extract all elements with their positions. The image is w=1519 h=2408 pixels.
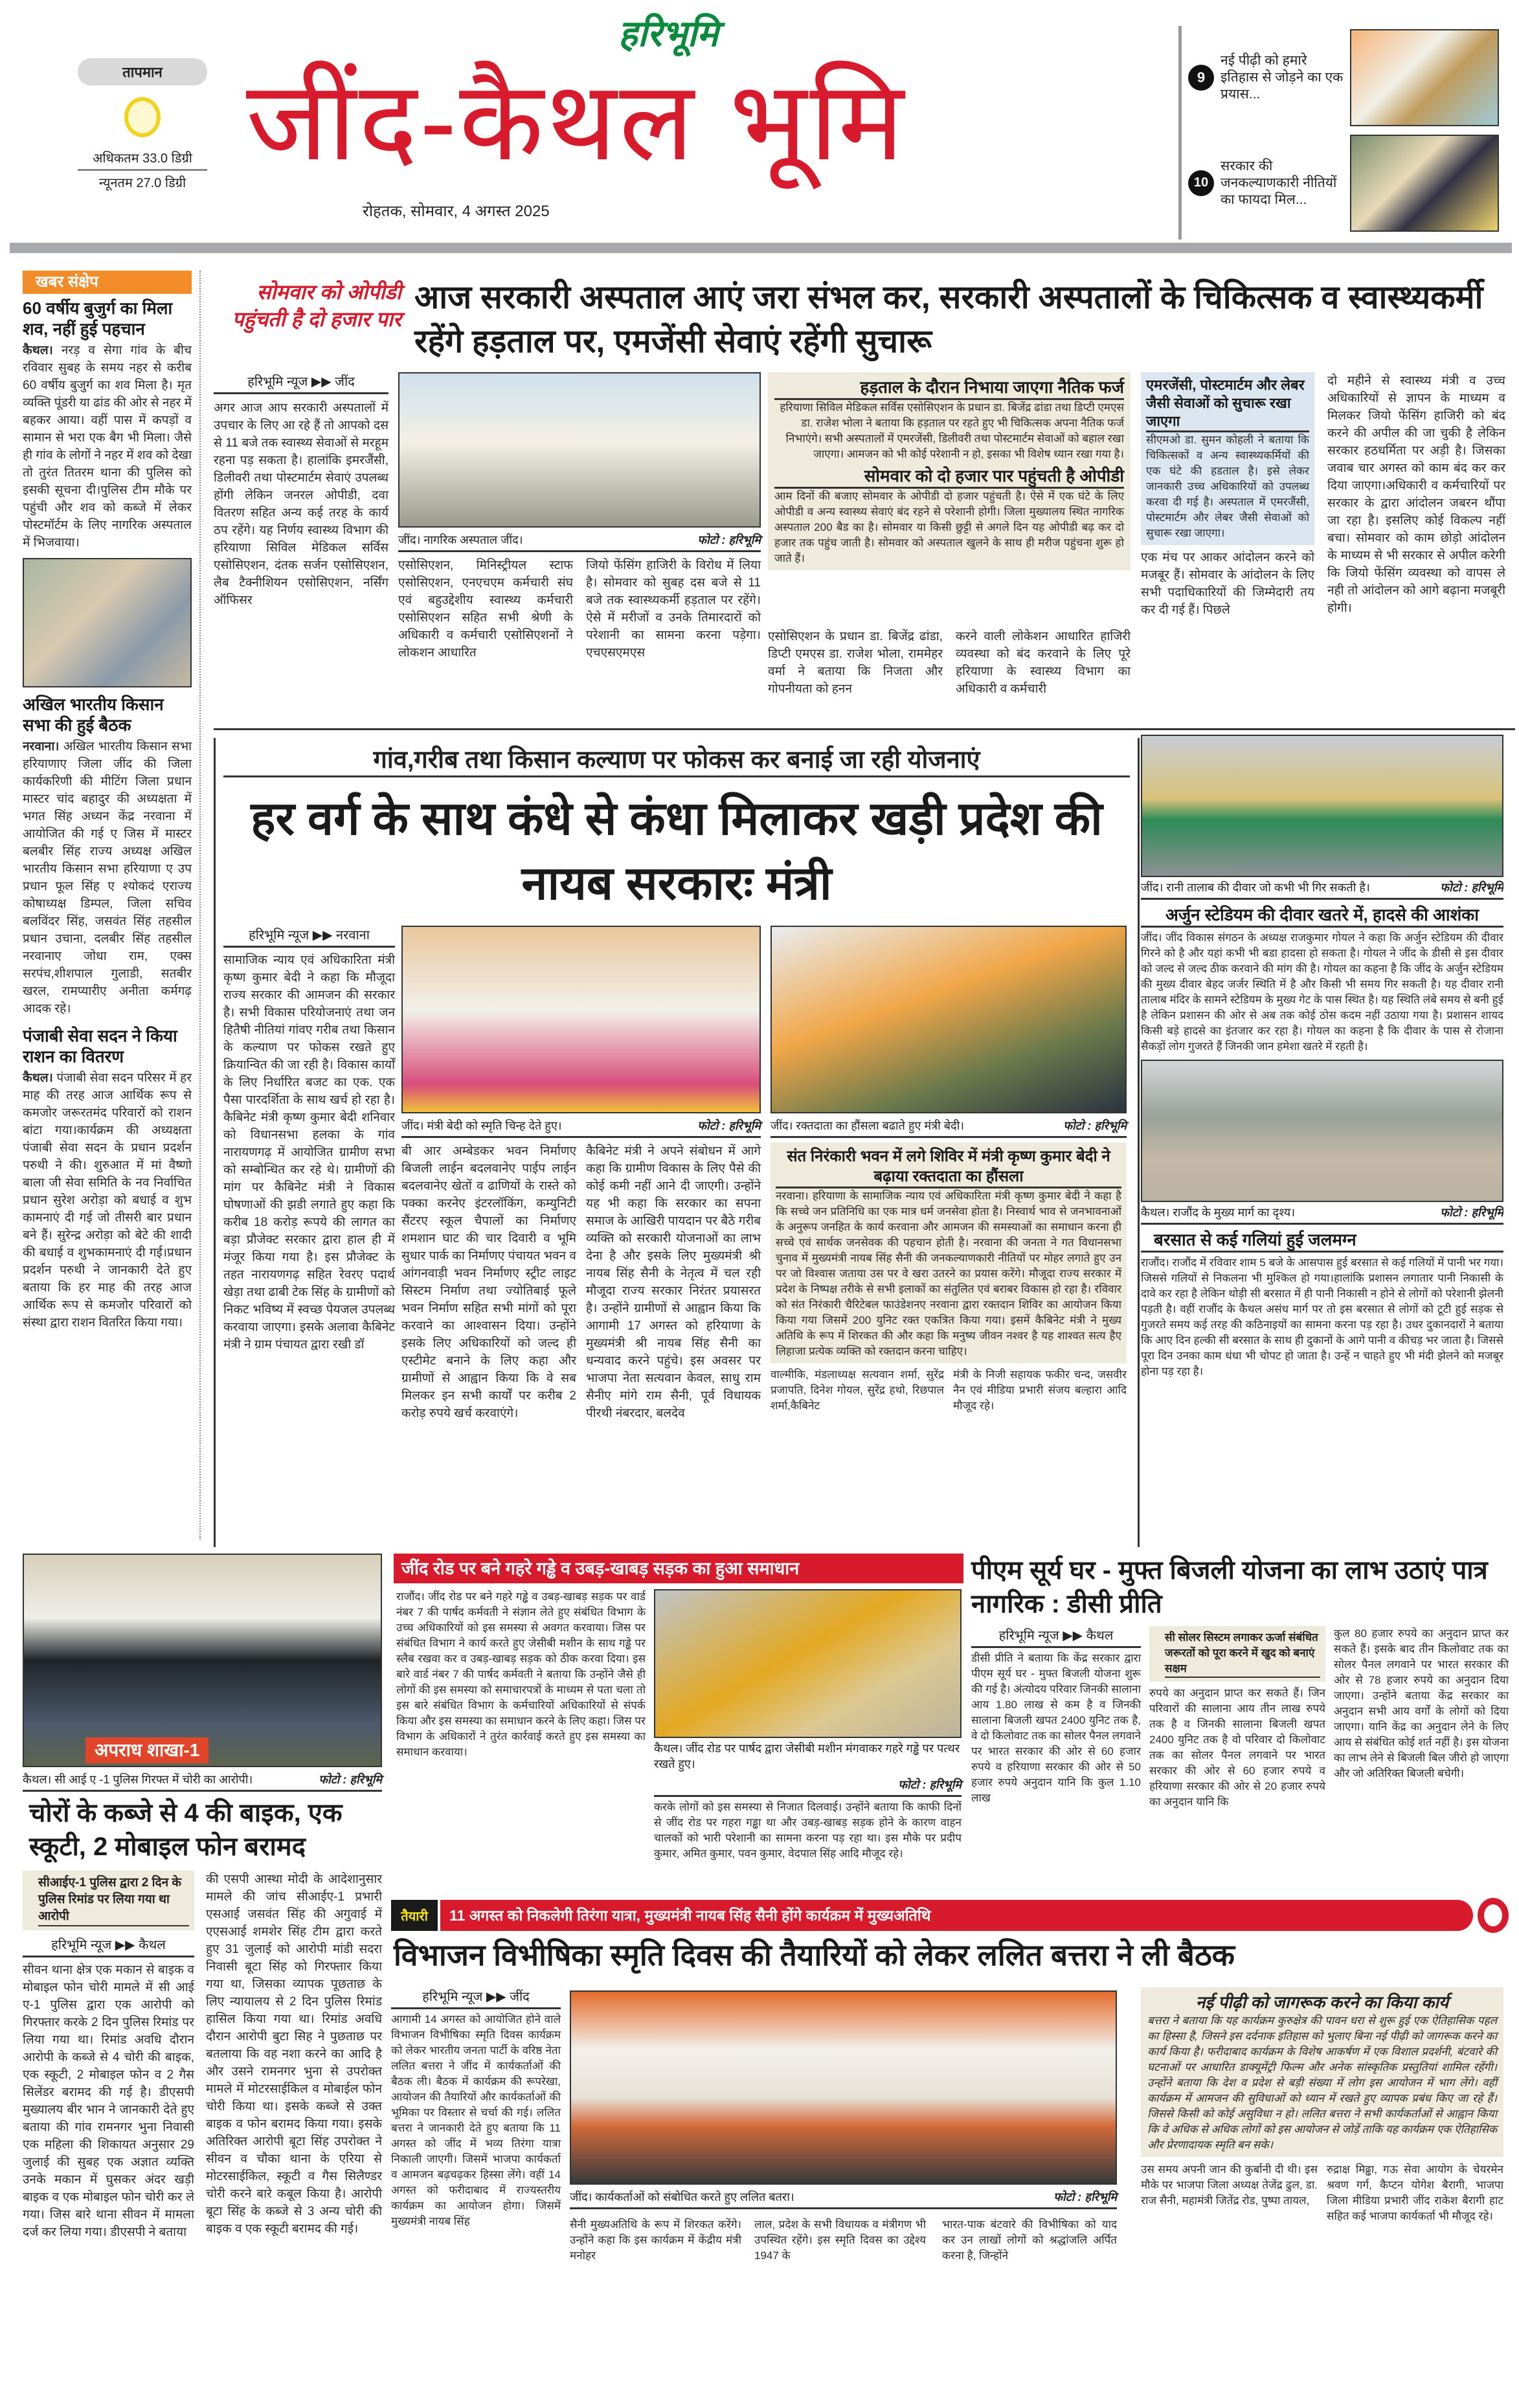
crime-col1: सीवन थाना क्षेत्र एक मकान से बाइक व मोबाइल फोन चोरी मामले में सी आई ए-1 पुलिस द्वारा एक आरोपी को गिरफ्तार करके 2 दिन पुलिस रिमांड पर लिया गया था। रिमांड अवधि दौरान आरोपी के कब्जे से 4 चोरी की बाइक, एक स्कूटी, 2 मोबाइल फोन व 2 गैस सिलेंडर बरामद की गई है। डीएसपी मुख्यालय बीर भान ने जानकारी देते हुए बताया की गांव रामनगर भुना निवासी एक महिला की शिकायत अनुसार 29 जुलाई की सुबह एक अज्ञात व्यक्ति उनके मकान में घुसकर अंदर खड़ी बाइक व एक मोबाइल फोन चोरी कर ले गया। जिस बारे थाना सीवन में मामला दर्ज कर लिया गया। डीएसपी ने बताया xyxy=(23,1963,194,2239)
photo-credit: फोटो : हरिभूमि xyxy=(1063,1119,1127,1132)
second-col3: कैबिनेट मंत्री ने अपने संबोधन में आगे कहा कि ग्रामीण विकास के लिए पैसे की कोई कमी नहीं आने दी जाएगी। उन्होंने यह भी कहा कि सरकार का सपना समाज के आखिरी पायदान पर बैठे गरीब व्यक्ति को सरकारी योजनाओं का लाभ देना है और इसके लिए मुख्यमंत्री श्री नायब सिंह सैनी के नेतृत्व में चल रही मौजूदा राज्य सरकार निरंतर प्रयासरत है। उन्होंने ग्रामीणों से आह्वान किया कि आगामी 17 अगस्त को हरियाणा के मुख्यमंत्री श्री नायब सिंह सैनी का धन्यवाद करने पहुंचे। इस अवसर पर भाजपा नेता सत्यवान केवल, साधु राम सैनीए मांगे राम सैनी, पूर्व विधायक पीरथी नंबरदार, बलदेव xyxy=(586,1144,761,1420)
photo-credit: फोटो : हरिभूमि xyxy=(1440,1206,1503,1219)
box-title: नई पीढ़ी को जागरूक करने का किया कार्य xyxy=(1195,1992,1449,2012)
teaser-text: नई पीढ़ी को हमारे इतिहास से जोड़ने का एक प्रयास... xyxy=(1221,53,1344,102)
box-body: हरियाणा सिविल मेडिकल सर्विस एसोसिएशन के प्रधान डा. बिजेंद्र ढांडा तथा डिप्टी एमएस डा. राजेश भोला ने बताया कि हड़ताल पर रहते हुए भी चिकित्सक अपना नैतिक फर्ज निभाएंगे। सभी अस्पतालों में एमरजेंसी, डिलीवरी तथा पोस्टमार्टम सेवाओं को बहाल रखा जाएगा। आमजन को भी कोई परेशानी न हो, इसका भी विशेष ध्यान रखा गया है। xyxy=(780,401,1124,460)
brief-column xyxy=(23,271,201,1539)
second-col1-wrap xyxy=(223,926,395,1354)
teaser-photo xyxy=(1350,29,1499,126)
teaser-panel[interactable] xyxy=(1178,26,1515,240)
solar-byline: हरिभूमि न्यूज ▶▶ कैथल xyxy=(971,1626,1141,1648)
brief-photo xyxy=(23,558,192,687)
caption-text: जींद। रक्तदाता का हौंसला बढाते हुए मंत्री बेदी। xyxy=(771,1119,965,1132)
right-story1-body: जींद। जींद विकास संगठन के अध्यक्ष राजकुमार गोयल ने कहा कि अर्जुन स्टेडियम की दीवार गिरने को है और यहां कभी भी बडा हादसा हो सकता है। गोयल ने जींद के डीसी से इस दीवार को जल्द से जल्द ठीक करवाने की मांग की है। गोयल का कहना है कि जींद के अर्जुन स्टेडियम की मुख्य दीवार बेहद जर्जर स्थिति में है और किसी भी समय गिर सकती है। यह दीवार रानी तालाब मंदिर के सामने स्टेडियम के मुख्य गेट के पास स्थित है। यह स्थिति लंबे समय से बनी हुई है लेकिन प्रशासन की ओर से अब तक कोई ठोस कदम नहीं उठाया गया है। प्रशासन शायद किसी बड़े हादसे का इंतजार कर रहा है। गोयल का कहना है कि दीवार के पास से रोजाना सैकड़ों लोग गुजरते हैं जिनकी जान हमेशा खतरे में रहती है। xyxy=(1141,931,1503,1053)
box-title: हड़ताल के दौरान निभाया जाएगा नैतिक फर्ज xyxy=(774,376,1124,400)
solar-highlight xyxy=(1149,1626,1325,1682)
right-photo2-caption xyxy=(1141,1202,1503,1225)
brief-text: अखिल भारतीय किसान सभा हरियाणाए जिला जींद की जिला कार्यकरिणी की मीटिंग जिला प्रधान मास्टर चांद बहादुर की अध्यक्षता में भगत सिंह अध्यन केंद्र नरवाना में आयोजित की गई ए जिस में मास्टर बलबीर सिंह राज्य अध्यक्ष अखिल भारतीय किसान सभा हरियाणा ए उप प्रधान फूल सिंह ए श्योकदं एराज्य कोषाध्यक्ष डिम्पल, जिला सचिव बलविंदर सिंह, जसवंत सिंह तहसील प्रधान उचाना, दलबीर सिंह तहसील नरवानाए जोधा राम, एक्स सरपंच,शीशपाल गुलाडी, सतबीर खरल, रामप्यारीए अनीता कर्मगढ़ आदक रहे। xyxy=(23,740,192,1016)
teaser-photo xyxy=(1350,135,1499,232)
caption-text: कैथल। राजौंद के मुख्य मार्ग का दृश्य। xyxy=(1141,1206,1296,1219)
caption-text: कैथल। सी आई ए -1 पुलिस गिरफ्त में चोरी का आरोपी। xyxy=(23,1773,253,1786)
solar-col1: डीसी प्रीति ने बताया कि केंद्र सरकार द्वारा पीएम सूर्य घर - मुफ्त बिजली योजना शुरू की गई है। अंत्योदय परिवार जिनकी सालाना आय 1.80 लाख से कम है व जिनकी सालाना बिजली खपत 2400 युनिट तक है, वे दो किलोवाट तक का सोलर पैनल लगवाने पर भारत सरकार की ओर से 60 हजार रुपये व हरियाणा सरकार की ओर से 50 हजार रुपये अनुदान यानि कि कुल 1.10 लाख xyxy=(971,1652,1141,1804)
box-body: सीएमओ डा. सुमन कोहली ने बताया कि चिकित्सकों व अन्य स्वास्थ्यकर्मियों की एक घंटे की हडताल है। इसे लेकर जानकारी उच्च अधिकारियों को उपलब्ध करवा दी गई है। अस्पताल में एमरजैंसी, पोस्टमार्टम और लेबर जैसी सेवाओं को सुचारू रखा जाएगा। xyxy=(1146,434,1309,539)
lead-col7: दो महीने से स्वास्थ्य मंत्री व उच्च अधिकारियों से ज्ञापन के माध्यम व मिलकर जियो फेंसिंग हाजिरी को बंद करने की अपील की जा चुकी है लेकिन सरकार हठधर्मिता पर अड़ी है। जिसका जवाब चार अगस्त को काम बंद कर कर दिया जाएगा।अधिकारी व कर्मचारियों पर सरकार के द्वारा आंदोलन जबरन थौंपा जा रहा है। इसलिए कोई विकल्प नहीं बचा। सोमवार को काम छोड़ो आंदोलन के माध्यम से भी सरकार से अपील करेगी कि जियो फेंसिंग व्यवस्था को वापस ले नही तो आंदोलन को आगे बढ़ाना मजबूरी होगी। xyxy=(1327,374,1505,615)
right-story2-title: बरसात से कई गलियां हुई जलमग्न xyxy=(1141,1229,1503,1253)
lead-box-strike xyxy=(768,372,1131,570)
right-photo-road xyxy=(1141,1060,1503,1202)
box-body: नरवाना। हरियाणा के सामाजिक न्याय एवं अधिकारिता मंत्री कृष्ण कुमार बेदी ने कहा है कि सच्चे जन प्रतिनिधि का एक मात्र धर्म जनसेवा होता है। निस्वार्थ भाव से जनभावनाओं के अनुरूप जनहित के कार्य करवाना और आमजन की समस्याओं का समाधान करना ही सच्चे एवं सार्थक जनसेवक की पहचान होती है। नरवाना की जनता ने गत विधानसभा चुनाव में मुख्यमंत्री नायब सिंह सैनी की जनकल्याणकारी नीतियों पर मोहर लगाते हुए उन पर जो विश्वास जताया उस पर वे खरा उतरने का प्रयास करेंगे। मौजूदा राज्य सरकार में प्रदेश के निष्पक्ष तरीके से सभी इलाकों का संतुलित एवं बराबर विकास हो रहा है। रविवार को संत निरंकारी चैरिटेबल फाउंडेशनए नरवाना द्वारा रक्तदान शिविर का आयोजन किया किया गया जिसमें 200 युनिट रक्त एकत्रित किया गया। इसमें कैबिनेट मंत्री ने मुख्य अतिथि के रूप में शिरकत की और कहा कि मनुष्य जीवन नश्वर है यह शाश्वत सत्य हैए लिहाजा प्रत्येक व्यक्ति को रक्तदान करना चाहिए। xyxy=(776,1190,1121,1357)
lead-col6: एक मंच पर आकर आंदोलन करने को मजबूर हैं। सोमवार के आंदोलन के लिए सभी पदाधिकारियों की जिम्मेदारी तय कर दी गई हैं। पिछले xyxy=(1141,551,1314,617)
second-photo1-caption xyxy=(401,1115,761,1138)
bottom-tag: तैयारी xyxy=(391,1900,438,1931)
solar-col3: कुल 80 हजार रुपये का अनुदान प्राप्त कर सकते हैं। इसके बाद तीन किलोवाट तक का सोलर पैनल लगवाने पर भारत सरकार की ओर से 78 हजार रुपये का अनुदान दिया जाएगा। उन्होंने बताया केंद्र सरकार का अनुदान सभी आय वर्गों के लोगों को दिया जाएगा। यानि केंद्र का अनुदान लेने के लिए आय से संबंधित कोई शर्त नहीं है। इस योजना का लाभ लेने से बिजली बिल जीरो हो जाएगा और जो अतिरिक्त बिजली बचेगी। xyxy=(1334,1627,1509,1779)
bottom-tail-columns xyxy=(1141,2162,1503,2224)
bottom-headline: विभाजन विभीषिका स्मृति दिवस की तैयारियों को लेकर ललित बत्तरा ने ली बैठक xyxy=(394,1938,1235,1972)
road-tail: करके लोगों को इस समस्या से निजात दिलवाई। उन्होंने बताया कि काफी दिनों से जींद रोड पर गहरा गड्ढा था और उबड़-खाबड़ सड़क होने के कारण वाहन चालकों को भारी परेशानी का सामना करना पड़ रहा था। इस मौके पर प्रदीप कुमार, अमित कुमार, पवन कुमार, वेदपाल सिंह आदि मौजूद रहे। xyxy=(654,1801,962,1860)
highlight-text: सीआईए-1 पुलिस द्वारा 2 दिन के पुलिस रिमांड पर लिया गया था आरोपी xyxy=(38,1875,189,1926)
second-tail-columns xyxy=(771,1367,1127,1414)
second-kicker: गांव,गरीब तथा किसान कल्याण पर फोकस कर बनाई जा रही योजनाएं xyxy=(223,744,1130,777)
bottom-col6: रुद्राक्ष मिढ्ढा, गऊ सेवा आयोग के चेयरमेन श्रवण गर्ग, कैप्टन योगेश बैरागी, भाजपा जिला मीडिया प्रभारी जींद राकेश बैरागी हाट सहित कई भाजपा कार्यकर्ता भी मौजूद रहे। xyxy=(1327,2163,1503,2222)
lead-kicker: सोमवार को ओपीडी पहुंचती है दो हजार पार xyxy=(232,280,401,331)
lead-photo-hospital xyxy=(398,372,761,528)
bottom-col5: उस समय अपनी जान की कुर्बानी दी थी। इस मौके पर भाजपा जिला अध्यक्ष तेजेंद्र ढुल, डा. राज सैनी, महामंत्री जितेंद्र रोड, पुष्पा तायल, xyxy=(1141,2163,1318,2207)
lead-col1-wrap xyxy=(214,372,388,609)
sun-icon xyxy=(124,97,161,137)
temperature-widget xyxy=(78,58,207,191)
photo-credit: फोटो : हरिभूमि xyxy=(319,1773,382,1786)
masthead-rule xyxy=(10,243,1512,253)
crime-banner: अपराध शाखा-1 xyxy=(85,1737,208,1763)
temperature-max: अधिकतम 33.0 डिग्री xyxy=(78,149,207,171)
second-right-wrap xyxy=(771,1143,1127,1414)
box-body: आम दिनों की बजाए सोमवार के ओपीडी दो हजार पहुंचती है। ऐसे में एक घंटे के लिए ओपीडी व अन्य स्वास्थ्य सेवाएं बंद रहने से परेशानी होगी। जिला मुख्यालय स्थित नागरिक अस्पताल 200 बैड का है। सोमवार या किसी छुट्टी से अगले दिन यह ओपीडी बढ़ कर दो हजार तक पहुंच जाती है। सोमवार को अस्पताल खुलने के साथ ही मरीज पहुंचना शुरू हो जाते हैं। xyxy=(774,490,1124,564)
brief-dateline: कैथल। xyxy=(23,1071,53,1085)
box-body: बत्तरा ने बताया कि यह कार्यक्रम कुरुक्षेत्र की पावन धरा से शुरू हुई एक ऐतिहासिक पहल का हिस्सा है, जिसने इस दर्दनाक इतिहास को भुलाए बिना नई पीढ़ी को जागरूक करने का कार्य किया है। फरीदाबाद कार्यक्रम के विशेष आकर्षण में एक विशाल प्रदर्शनी, बंटवारे की घटनाओं पर आधारित डाक्यूमेंट्री फिल्म और अनेक सांस्कृतिक प्रस्तुतियां शामिल रहेंगी। उन्होंने बताया कि देश व प्रदेश से बड़ी संख्या में लोग इस आयोजन में भाग लेंगे। वहीं कार्यक्रम में आमजन की सुविधाओं को ध्यान में रखते हुए व्यापक प्रबंध किए जा रहे हैं। जिससे किसी को कोई असुविधा न हो। ललित बत्तरा ने सभी कार्यकर्ताओं से आह्वान किया कि वे अधिक से अधिक लोगों को इस आयोजन से जोड़ें ताकि यह कार्यक्रम एक ऐतिहासिक और प्रेरणादायक स्मृति बन सके। xyxy=(1147,2014,1497,2151)
bottom-col1: आगामी 14 अगस्त को आयोजित होने वाले विभाजन विभीषिका स्मृति दिवस कार्यक्रम को लेकर भारतीय जनता पार्टी के वरिष्ठ नेता ललित बत्तरा ने जींद में कार्यकर्ताओं की बैठक ली। बैठक में कार्यक्रम की रूपरेखा, आयोजन की तैयारियों और कार्यकर्ताओं की भूमिका पर विस्तार से चर्चा की गई। ललित बत्तरा ने जानकारी देते हुए बताया कि 11 अगस्त को जींद में भव्य तिरंगा यात्रा निकाली जाएगी। जिसमें भाजपा कार्यकर्ता व आमजन बढ़चढ़कर हिस्सा लेंगे। वहीं 14 अगस्त को फरीदाबाद में राज्यस्तरीय कार्यक्रम का आयोजन होगा। जिसमें मुख्यमंत्री नायब सिंह xyxy=(391,2013,561,2227)
caption-text: जींद। नागरिक अस्पताल जींद। xyxy=(398,533,523,546)
temperature-min: न्यूनतम 27.0 डिग्री xyxy=(98,176,186,190)
lead-col5: करने वाली लोकेशन आधारित हाजिरी व्यवस्था को बंद करवाने के लिए पूरे हरियाणा के स्वास्थ्य विभाग का अधिकारी व कर्मचारी xyxy=(956,630,1131,696)
right-column xyxy=(1141,735,1503,1547)
photo-credit: फोटो : हरिभूमि xyxy=(697,533,761,546)
photo-credit: फोटो : हरिभूमि xyxy=(1053,2191,1117,2203)
crime-byline: हरिभूमि न्यूज ▶▶ कैथल xyxy=(23,1935,194,1957)
right-photo1-caption xyxy=(1141,877,1503,900)
lead-col4: एसोसिएशन के प्रधान डा. बिजेंद्र ढांडा, डिप्टी एमएस डा. राजेश भोला, राममेहर वर्मा ने बताया कि निजता और गोपनीयता को हनन xyxy=(768,630,943,696)
second-box-nirankari xyxy=(771,1143,1127,1363)
caption-text: जींद। कार्यकर्ताओं को संबोधित करते हुए ललित बतरा। xyxy=(570,2191,794,2203)
box-title: संत निरंकारी भवन में लगे शिविर में मंत्री कृष्ण कुमार बेदी ने बढ़ाया रक्तदाता का हौंसला xyxy=(776,1146,1121,1188)
brief-dateline: नरवाना। xyxy=(23,740,60,753)
brief-headline: पंजाबी सेवा सदन ने किया राशन का वितरण xyxy=(23,1026,177,1066)
lead-col2: एसोसिएशन, मिनिस्ट्रीयल स्टाफ एसोसिएशन, एनएचएम कर्मचारी संघ एवं बहुउद्देशीय स्वास्थ्य कर्मचारी एसोसिएशन सहित सभी श्रेणी के अधिकारी व कर्मचारी एसोसिएशनों ने लोकशन आधारित xyxy=(398,559,573,660)
second-photo-blood-camp xyxy=(771,926,1127,1113)
second-photo2-caption xyxy=(771,1115,1127,1138)
bottom-col4: भारत-पाक बंटवारे की विभीषिका को याद कर उन लाखों लोगों को श्रद्धांजलि अर्पित करना है, जिन्होंने xyxy=(942,2218,1117,2262)
teaser-text: सरकार की जनकल्याणकारी नीतियों का फायदा मिल... xyxy=(1221,158,1337,207)
teaser-item[interactable] xyxy=(1182,26,1515,129)
road-right-wrap xyxy=(654,1589,962,1862)
photo-credit: फोटो : हरिभूमि xyxy=(697,1119,761,1132)
lead-box-services xyxy=(1141,372,1314,545)
temperature-label: तापमान xyxy=(78,58,207,85)
teaser-item[interactable] xyxy=(1182,129,1515,236)
page-number-badge: 10 xyxy=(1188,170,1214,196)
second-photo-stage xyxy=(401,926,761,1113)
crime-highlight xyxy=(23,1871,194,1930)
brief-text: नरड़ व सेगा गांव के बीच रविवार सुबह के समय नहर से करीब 60 वर्षीय बुजुर्ग का शव मिला है। मृत व्यक्ति पूंडरी या ढांड की ओर से नहर में बहकर आया। वहीं पास में कपड़ों व सामान से भरा एक बैग भी मिला। जैसे ही गांव के लोगों ने नहर में शव को देखा तो तुरंत तितरम थाना की पुलिस को इसकी सूचना दी।पुलिस टीम मौके पर पहुंची और शव को कब्जे में लेकर पोस्टमॉर्टम के लिए नागरिक अस्पताल में भिजवाया। xyxy=(23,344,192,550)
road-photo-jcb xyxy=(654,1589,962,1738)
caption-text: कैथल। जींद रोड पर पार्षद द्वारा जेसीबी मशीन मंगवाकर गहरे गड्ढे पर पत्थर रखते हुए। xyxy=(654,1742,960,1770)
road-body: राजौंद। जींद रोड पर बने गहरे गड्ढे व उबड़-खाबड़ सड़क पर वार्ड नंबर 7 की पार्षद कर्मवती ने संज्ञान लेते हुए संबंधित विभाग के उच्च अधिकारियों को इस समस्या से अवगत करवाया। जिस पर संबंधित विभाग ने कार्य करते हुए जेसीबी मशीन के साथ गड्ढे पर स्लैब रखवा कर व उबड़-खाबड़ सड़क को ठीक करवा दिया। इस बारे वार्ड नंबर 7 की पार्षद कर्मवती ने बताया कि उन्होंने जैसे ही लोगों की इस समस्या को समाचारपत्रों के माध्यम से पता चला तो इस बारे संबंधित विभाग के कर्मचारियों अधिकारियों से संपर्क किया और इस समस्या का समाधान करने के लिए कहा। जिस पर विभाग के अधिकारों ने तुरंत कार्रवाई करते हुए इस समस्या का समाधान करवाया। xyxy=(396,1590,646,1758)
lead-photo-caption xyxy=(398,530,761,552)
second-byline: हरिभूमि न्यूज ▶▶ नरवाना xyxy=(223,926,395,948)
crime-photo xyxy=(23,1554,382,1767)
bottom-strap-end-icon xyxy=(1478,1898,1509,1933)
section-rule xyxy=(214,728,1515,730)
bottom-photo-caption xyxy=(570,2187,1117,2209)
brief-headline: 60 वर्षीय बुजुर्ग का मिला शव, नहीं हुई पहचान xyxy=(23,298,173,339)
lead-headline: आज सरकारी अस्पताल आएं जरा संभल कर, सरकारी अस्पतालों के चिकित्सक व स्वास्थ्यकर्मी रहेंगे हड़ताल पर, एमजेंसी सेवाएं रहेंगी सुचारू xyxy=(414,279,1483,359)
solar-col2: रुपये का अनुदान प्राप्त कर सकते हैं। जिन परिवारों की सालाना आय तीन लाख रुपये तक है व जिनकी सालाना बिजली खपत 2400 युनिट तक है वो परिवार दो किलोवाट तक का सोलर पैनल लगवाने पर भारत सरकार की ओर से 60 हजार रुपये व हरियाणा सरकार की ओर से 20 हजार रुपये का अनुदान यानि कि xyxy=(1149,1687,1325,1808)
second-col2: बी आर अम्बेडकर भवन निर्माणए बिजली लाईन बदलवानेए पाईप लाईन बदलवानेए खेतों व ढाणियों के रास्ते को पक्का करनेए इंटरलॉकिंग, कम्युनिटी सैंटरए स्कूल चैपालों का निर्माणए शमशान घाट की चार दिवारी व भूमि सुधार पार्क का निर्माणए पंचायत भवन व आंगनवाड़ी भवन निर्माणए स्ट्रीट लाइट सिस्टम निर्माण तथा ज्योतिबाई फूले भवन निर्माण सहित सभी मांगों को पूरा करवाने का आश्वासन दिया। उन्होंने इसके लिए अधिकारियों को जल्द ही एस्टीमेट बनाने के लिए कहा और ग्रामीणों से आह्वान किया कि वे सब मिलकर इन सभी कार्यों पर करीब 2 करोड़ रुपये खर्च करवाएंगे। xyxy=(401,1144,576,1420)
road-headline: जींद रोड पर बने गहरे गड्ढे व उबड़-खाबड़ सड़क का हुआ समाधान xyxy=(394,1554,963,1583)
right-story2-body: राजौंद। राजौंद में रविवार शाम 5 बजे के आसपास हुई बरसात से कई गलियों में पानी भर गया। जिससे गलियों से निकलना भी मुश्किल हो गया।हालांकि प्रशासन लगातार पानी निकासी के दावे कर रहा है लेकिन थोड़ी सी बरसात में ही पानी निकासी न होने से लोगों को परेशानी झेलनी पड़ती है। वहीं राजौंद के कैथल असंध मार्ग पर तो इस बरसात से लोगों को टूटी हुई सड़क से गुजरते समय कई तरह की कठिनाइयों का सामना करना पड़ रहा है। उधर दुकानदारों ने बताया कि आए दिन हल्की सी बरसात के साथ ही दुकानों के आगे पानी व कीचड़ भर जाता है। जिससे पूरा दिन उनका काम धंधा भी चोपट हो जाता है। उन्हें न चाहते हुए भी मंदी झेलने को मजबूर होना पड़ रहा है। xyxy=(1141,1256,1503,1377)
bottom-box-awareness xyxy=(1141,1987,1503,2157)
bottom-byline: हरिभूमि न्यूज ▶▶ जींद xyxy=(391,1987,561,2009)
solar-col1-wrap xyxy=(971,1626,1141,1806)
second-col1: सामाजिक न्याय एवं अधिकारिता मंत्री कृष्ण कुमार बेदी ने कहा कि मौजूदा राज्य सरकार की आमजन की सरकार है। सभी विकास परियोजनाएं तथा जन हितैषी नीतियां गांवए गरीब तथा किसान के कल्याण पर फोकस रखते हुए क्रियान्वित की जा रही है। विकास कार्यों के लिए निर्धारित बजट का एक. एक पैसा पारदर्शिता के साथ खर्च हो रहा है। कैबिनेट मंत्री कृष्ण कुमार बेदी शनिवार को विधानसभा हलका के गांव नारायणगढ़ में आयोजित ग्रामीण सभा को सम्बोन्धित कर रहे थे। ग्रामीणों की मांग पर कैबिनेट मंत्री ने विकास घोषणाओं की झडी लगाते हुए कहा कि करीब 18 करोड़ रूपये की लागत का बड़ा प्रौजेक्ट सरकार द्वारा हाल ही में मंजूर किया गया है। इस प्रौजेक्ट के तहत नारायणगढ़ सहित रेवरए पदार्थ खेड़ा तथा ढाबी टेक सिंह के ग्रामीणों को निकट भविष्य में स्वच्छ पेयजल उपलब्ध करवाया जाएगा। इसके अलावा कैबिनेट मंत्री ने ग्राम पंचायत द्वारा रखी डॉ xyxy=(223,953,395,1352)
brief-body xyxy=(23,738,192,1018)
caption-text: जींद। मंत्री बेदी को स्मृति चिन्ह देते हुए। xyxy=(401,1119,562,1132)
photo-credit: फोटो : हरिभूमि xyxy=(1440,881,1503,894)
bottom-strap: 11 अगस्त को निकलेगी तिरंगा यात्रा, मुख्यमंत्री नायब सिंह सैनी होंगे कार्यक्रम में मुख्यअतिथि xyxy=(440,1900,1473,1931)
right-photo-wall xyxy=(1141,735,1503,877)
newspaper-title: जींद-कैथल भूमि xyxy=(246,60,906,183)
crime-headline: चोरों के कब्जे से 4 की बाइक, एक स्कूटी, 2 मोबाइल फोन बरामद xyxy=(29,1799,343,1861)
lead-col1: अगर आज आप सरकारी अस्पतालों में उपचार के लिए आ रहे हैं तो आपको दस से 11 बजे तक स्वास्थ्य सेवाओं से मरहूम रहना पड़ सकता है। हालांकि इमरजैंसी, डिलीवरी तथा पोस्टमार्टम सेवाएं उपलब्ध होंगी लेकिन जनरल ओपीडी, दवा वितरण सहित अन्य कई तरह के कार्य ठप रहेंगे। यह निर्णय स्वास्थ्य विभाग की हरियाणा सिविल मेडिकल सर्विस एसोसिएशन, दंतक सर्जन एसोसिएशन, लैब टैक्नीशियन एसोसिएशन, नर्सिंग ऑफिसर xyxy=(214,401,388,607)
photo-credit: फोटो : हरिभूमि xyxy=(898,1778,962,1791)
bottom-col1-wrap xyxy=(391,1987,561,2229)
second-headline: हर वर्ग के साथ कंधे से कंधा मिलाकर खड़ी प्रदेश की नायब सरकारः मंत्री xyxy=(251,793,1103,909)
lead-col6-wrap xyxy=(1141,372,1314,619)
page-number-badge: 9 xyxy=(1188,65,1214,91)
brief-dateline: कैथल। xyxy=(23,344,53,357)
box-title: सोमवार को दो हजार पार पहुंचती है ओपीडी xyxy=(774,465,1124,489)
highlight-text: सी सोलर सिस्टम लगाकर ऊर्जा संबंधित जरूरतों को पूरा करने में खुद को बनाएं सक्षम xyxy=(1165,1630,1320,1678)
brief-headline: अखिल भारतीय किसान सभा की हुई बैठक xyxy=(23,695,164,735)
second-col5: मंत्री के निजी सहायक फकीर चन्द, जसवीर नैन एवं मीडिया प्रभारी संजय बल्हारा आदि मौजूद रहे। xyxy=(953,1368,1127,1412)
brand-logo: हरिभूमि xyxy=(618,13,719,54)
crime-col1-wrap xyxy=(23,1871,194,2402)
second-col4: वाल्मीकि, मंडलाध्यक्ष सत्यवान शर्मा, सुरेंद्र प्रजापति, दिनेश गोयल, सुरेंद्र हथो, रिछपाल शर्मा,कैबिनेट xyxy=(771,1368,944,1412)
dateline: रोहतक, सोमवार, 4 अगस्त 2025 xyxy=(363,203,550,220)
road-photo-caption xyxy=(654,1738,962,1797)
brief-body xyxy=(23,342,192,552)
crime-col2: की एसपी आस्था मोदी के आदेशानुसार मामले की जांच सीआईए-1 प्रभारी एसआई जसवंत सिंह की अगुवाई में एएसआई शमशेर सिंह टीम द्वारा करते हुए 31 जुलाई को आरोपी मांडी सदरा निवासी बूटा सिंह को गिरफ्तार किया गया था, जिसका व्यापक पूछताछ के लिए न्यायालय से 2 दिन पुलिस रिमांड हासिल किया गया था। रिमांड अवधि दौरान आरोपी बुटा सिह ने पुछताछ पर बतलाया कि वह नशा करने का आदि है और उसने रामनगर भुना से उपरोक्त मामले में मोटरसाईकिल व मोबाईल फोन चोरी किया था। इसके कब्जे से उक्त बाइक व फोन बरामद किया गया। इसके अतिरिक्त आरोपी बूटा सिंह उपरोक्त ने सीवन व चौका थाना के एरिया से मोटरसाईकिल, स्कूटी व गैस सिलैण्डर चोरी करने बारे कबूल किया है। आरोपी बूटा सिंह के कब्जे से 3 अन्य चोरी की बाइक व एक स्कूटी बरामद की गई। xyxy=(206,1873,382,2236)
crime-photo-caption xyxy=(23,1769,382,1792)
bottom-col3: लाल, प्रदेश के सभी विधायक व मंत्रीगण भी उपस्थित रहेंगे। इस स्मृति दिवस का उद्देश्य 1947 के xyxy=(754,2218,926,2262)
solar-headline: पीएम सूर्य घर - मुफ्त बिजली योजना का लाभ उठाएं पात्र नागरिक : डीसी प्रीति xyxy=(971,1556,1488,1618)
brief-text: पंजाबी सेवा सदन परिसर में हर माह की तरह आज आर्थिक रूप से कमजोर जरूरतमंद परिवारों को राशन बांटा गया।कार्यक्रम की अध्यक्षता पंजाबी सेवा सदन के प्रधान प्रदर्शन परुथी ने की। शुरुआत में मां वैष्णो बाला जी सेवा समिति के नव निर्वाचित प्रधान सुरेश अरोड़ा को बधाई व शुभ कामनाएं दी गई जो तीसरी बार प्रधान बने हैं। सुरेन्द्र अरोड़ा को बेटे की शादी की बधाई व शुभकामनाएं दी गई।प्रधान प्रदर्शन परुथी ने जानकारी देते हुए बताया कि हर माह की तरह आज आर्थिक रूप से कमजोर परिवारों को संस्था द्वारा राशन वितरित किया गया। xyxy=(23,1071,192,1330)
bottom-photo-meeting xyxy=(570,1990,1117,2185)
brief-body xyxy=(23,1069,192,1332)
solar-col2-wrap xyxy=(1149,1626,1325,1810)
box-title: एमरजेंसी, पोस्टमार्टम और लेबर जैसी सेवाओं को सुचारू रखा जाएगा xyxy=(1146,376,1309,432)
lead-col3: जियो फेंसिंग हाजिरी के विरोध में लिया है। सोमवार को सुबह दस बजे से 11 बजे तक स्वास्थ्यकर्मी हड़ताल पर रहेंगे। ऐसे में मरीजों व उनके तिमारदारों को परेशानी का सामना करना पड़ेगा। एचएसएमएस xyxy=(586,559,761,660)
lead-byline: हरिभूमि न्यूज ▶▶ जींद xyxy=(214,372,388,394)
brief-label: खबर संक्षेप xyxy=(23,271,192,294)
bottom-right-wrap xyxy=(1141,1987,1503,2224)
caption-text: जींद। रानी तालाब की दीवार जो कभी भी गिर सकती है। xyxy=(1141,881,1370,894)
bottom-col2: सैनी मुख्यअतिथि के रूप में शिरकत करेंगे। उन्होंने कहा कि इस कार्यक्रम में केंद्रीय मंत्री मनोहर xyxy=(570,2218,741,2262)
right-story1-title: अर्जुन स्टेडियम की दीवार खतरे में, हादसे की आशंका xyxy=(1141,904,1503,928)
